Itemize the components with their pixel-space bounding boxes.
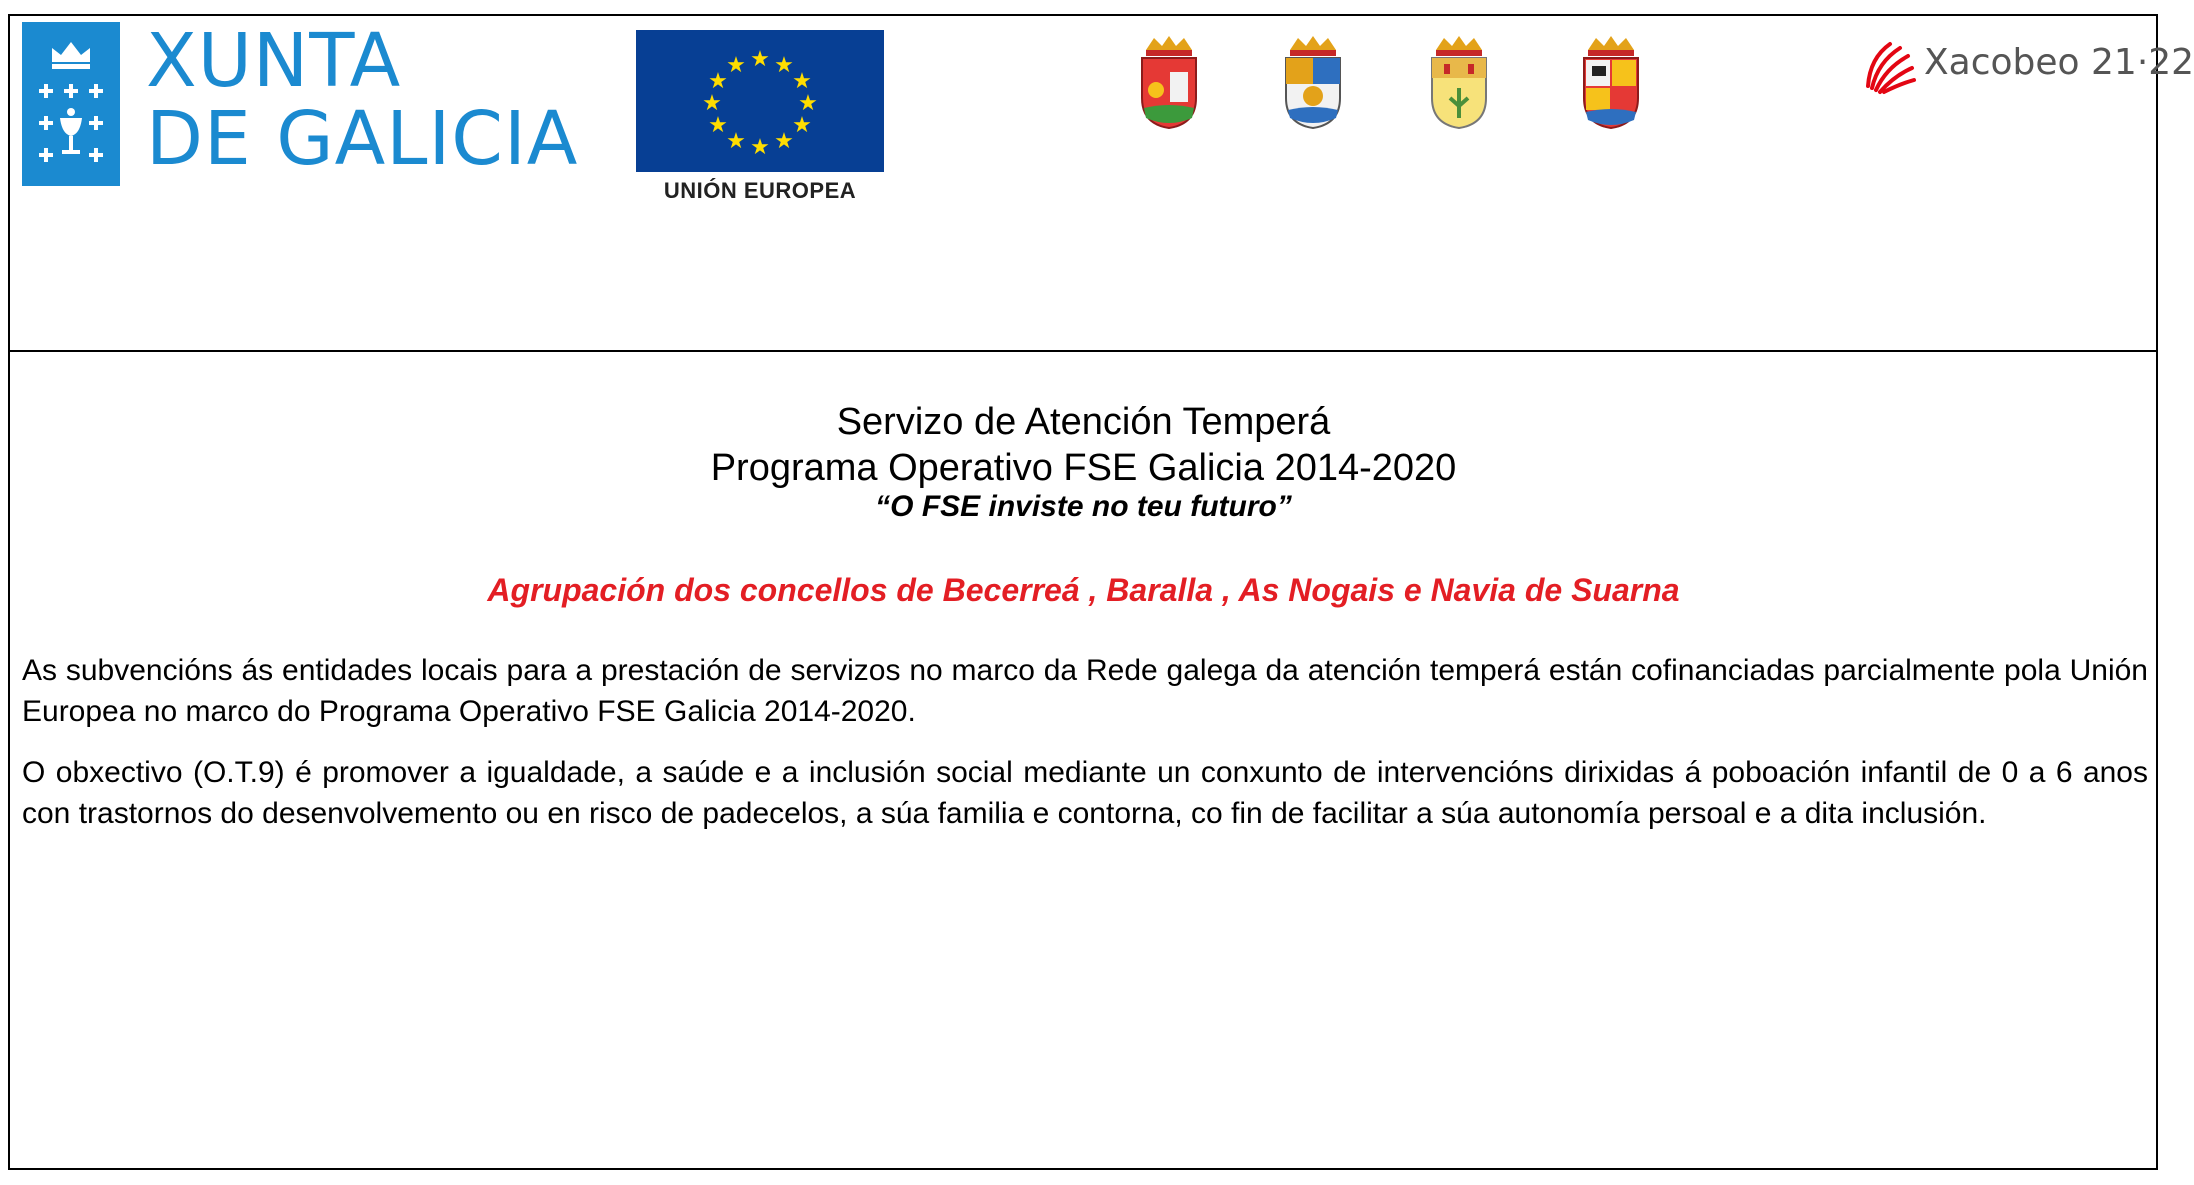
- service-title: Servizo de Atención Temperá: [836, 401, 1331, 443]
- paragraph-funding: As subvencións ás entidades locais para a prestación de servizos no marco da Rede galega da atención temperá están cofinanciadas parcialmente pola Unión Europea no marco do Programa Operativo FSE Galicia 2014-2020.: [22, 654, 2148, 728]
- slogan: “O FSE inviste no teu futuro”: [875, 490, 1292, 523]
- svg-text:★: ★: [774, 129, 794, 154]
- xunta-logo-text: [146, 18, 579, 182]
- svg-text:★: ★: [750, 135, 770, 160]
- xunta-line1: XUNTA: [146, 18, 402, 104]
- svg-text:★: ★: [798, 91, 818, 116]
- paragraph-objective: O obxectivo (O.T.9) é promover a igualdade, a saúde e a inclusión social mediante un conxunto de intervencións dirixidas á poboación infantil de 0 a 6 anos con trastornos do desenvolvemento ou en risco de padecelos, a súa familia e contorna, co fin de facilitar a súa autonomía persoal e a dita inclusión.: [22, 756, 2148, 830]
- municipal-group-title: Agrupación dos concellos de Becerreá , Baralla , As Nogais e Navia de Suarna: [487, 572, 1680, 608]
- svg-text:★: ★: [792, 113, 812, 138]
- eu-label: UNIÓN EUROPEA: [663, 178, 857, 203]
- xunta-coat-of-arms-icon: [22, 22, 120, 186]
- svg-text:★: ★: [708, 113, 728, 138]
- eu-flag-icon: [636, 30, 884, 172]
- svg-text:★: ★: [792, 69, 812, 94]
- svg-text:★: ★: [708, 69, 728, 94]
- navia-de-suarna-shield-icon: [1576, 32, 1646, 132]
- xunta-line2: DE GALICIA: [146, 96, 579, 182]
- svg-text:★: ★: [726, 129, 746, 154]
- svg-text:★: ★: [702, 91, 722, 116]
- xacobeo-logo-text: Xacobeo 21·22: [1924, 42, 2194, 83]
- baralla-shield-icon: [1278, 32, 1348, 132]
- svg-text:★: ★: [774, 53, 794, 78]
- header-divider: [8, 350, 2158, 352]
- xacobeo-shell-icon: [1860, 38, 1916, 94]
- svg-text:★: ★: [726, 53, 746, 78]
- program-title: Programa Operativo FSE Galicia 2014-2020: [710, 447, 1457, 489]
- becerrea-shield-icon: [1134, 32, 1204, 132]
- as-nogais-shield-icon: [1424, 32, 1494, 132]
- svg-text:★: ★: [750, 47, 770, 72]
